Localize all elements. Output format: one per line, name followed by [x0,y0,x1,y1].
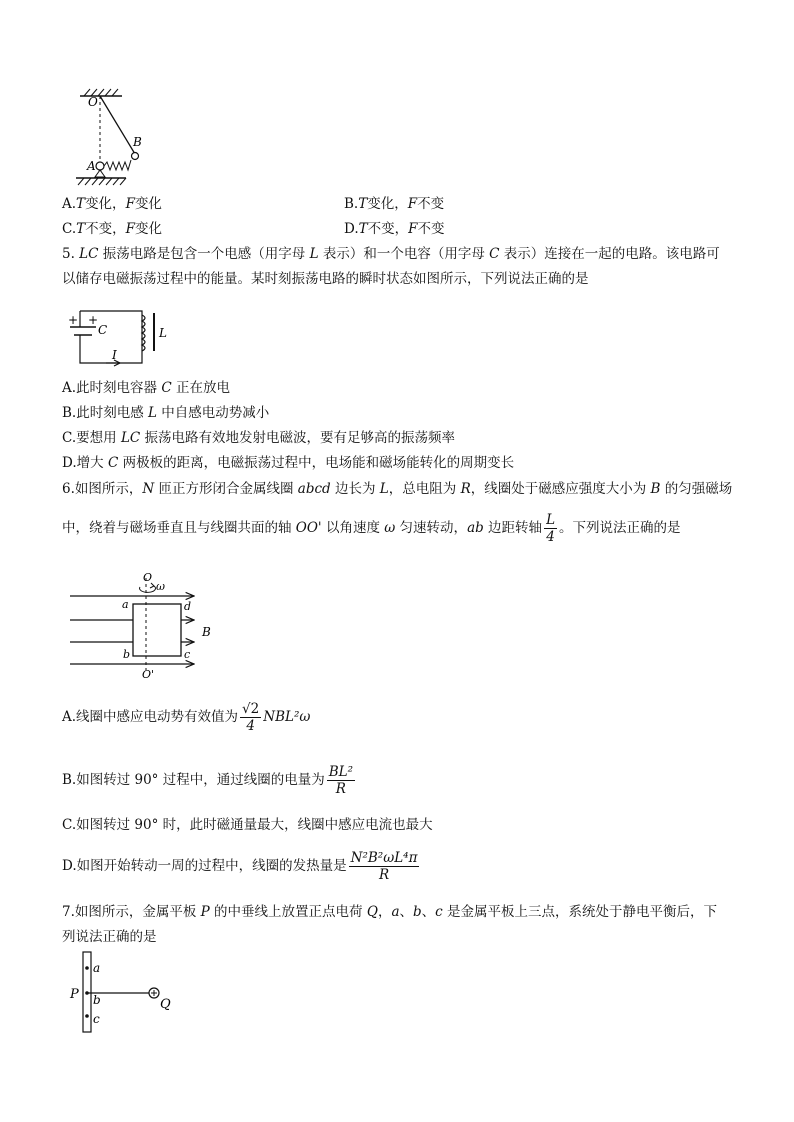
fraction-BL2-over-R: $\frac{\text{BL²}}{R}$ [328,764,354,797]
label-d: d [184,600,192,613]
q6-option-d[interactable]: D.如图开始转动一周的过程中，线圈的发热量是 $\frac{\text{N²B²ωL⁴π}}{R}$ [62,850,418,883]
label-O: O [88,95,98,109]
q6-stem-line-1: 6.如图所示，N 匝正方形闭合金属线圈 abcd 边长为 L，总电阻为 R，线圈处于磁感应强度大小为 B 的匀强磁场 [62,481,733,497]
q5-option-c[interactable]: C.要想用 LC 振荡电路有效地发射电磁波，要有足够高的振荡频率 [62,430,456,446]
q6-option-b[interactable]: B.如图转过 90° 过程中，通过线圈的电量为 $\frac{\text{BL²}}{R}$ [62,764,354,797]
label-O: O [143,571,153,584]
label-O-prime: O' [142,668,155,680]
label-P: P [70,987,79,1002]
q5-option-a[interactable]: A.此时刻电容器 C 正在放电 [62,380,230,396]
q6-option-a[interactable]: A.线圈中感应电动势有效值为 $\frac{√2}{4}$ NBL²ω [62,701,311,734]
label-I: I [112,348,117,362]
q5-stem-line-1: 5. LC 振荡电路是包含一个电感（用字母 L 表示）和一个电容（用字母 C 表示）连接在一起的电路。该电路可 [62,246,720,262]
label-A: A [87,159,96,173]
q5-option-d[interactable]: D.增大 C 两极板的距离，电磁振荡过程中，电场能和磁场能转化的周期变长 [62,455,515,471]
label-b: b [123,648,131,661]
label-L: L [159,326,167,340]
fraction-heat: $\frac{\text{N²B²ωL⁴π}}{R}$ [350,850,418,883]
plus-sign-left: + [68,313,79,327]
label-omega: ω [156,580,165,593]
label-a: a [122,598,129,611]
q4-option-c[interactable]: C.T不变，F变化 [62,221,163,237]
q4-option-a[interactable]: A.T变化，F变化 [62,196,162,212]
label-c: c [93,1012,100,1026]
q7-stem-line-2: 列说法正确的是 [62,929,157,945]
q5-stem-line-2: 以储存电磁振荡过程中的能量。某时刻振荡电路的瞬时状态如图所示，下列说法正确的是 [62,271,589,287]
q7-stem-line-1: 7.如图所示，金属平板 P 的中垂线上放置正点电荷 Q，a、b、c 是金属平板上三点，系统处于静电平衡后，下 [62,904,718,920]
label-b: b [93,993,101,1007]
label-a: a [93,961,101,975]
q6-stem-line-2: 中，绕着与磁场垂直且与线圈共面的轴 OO' 以角速度 ω 匀速转动，ab 边距转轴 $\frac{L}{4}$ 。下列说法正确的是 [62,512,681,545]
label-Q: Q [160,997,171,1012]
metal-plate-charge-figure [66,950,186,1034]
label-c: c [184,648,191,661]
q6-option-c[interactable]: C.如图转过 90° 时，此时磁通量最大，线圈中感应电流也最大 [62,817,433,833]
q5-option-b[interactable]: B.此时刻电感 L 中自感电动势减小 [62,405,270,421]
label-B: B [133,135,142,149]
fraction-L-over-4: $\frac{L}{4}$ [546,512,556,545]
lc-circuit-figure [62,305,172,371]
q4-option-d[interactable]: D.T不变，F不变 [344,221,445,237]
label-B: B [202,625,211,639]
plus-sign-right: + [88,313,99,327]
label-C: C [98,323,108,337]
fraction-sqrt2-over-4: $\frac{√2}{4}$ [242,701,260,734]
rotating-coil-figure [62,570,232,680]
q4-option-b[interactable]: B.T变化，F不变 [344,196,445,212]
pendulum-spring-figure [60,86,160,192]
